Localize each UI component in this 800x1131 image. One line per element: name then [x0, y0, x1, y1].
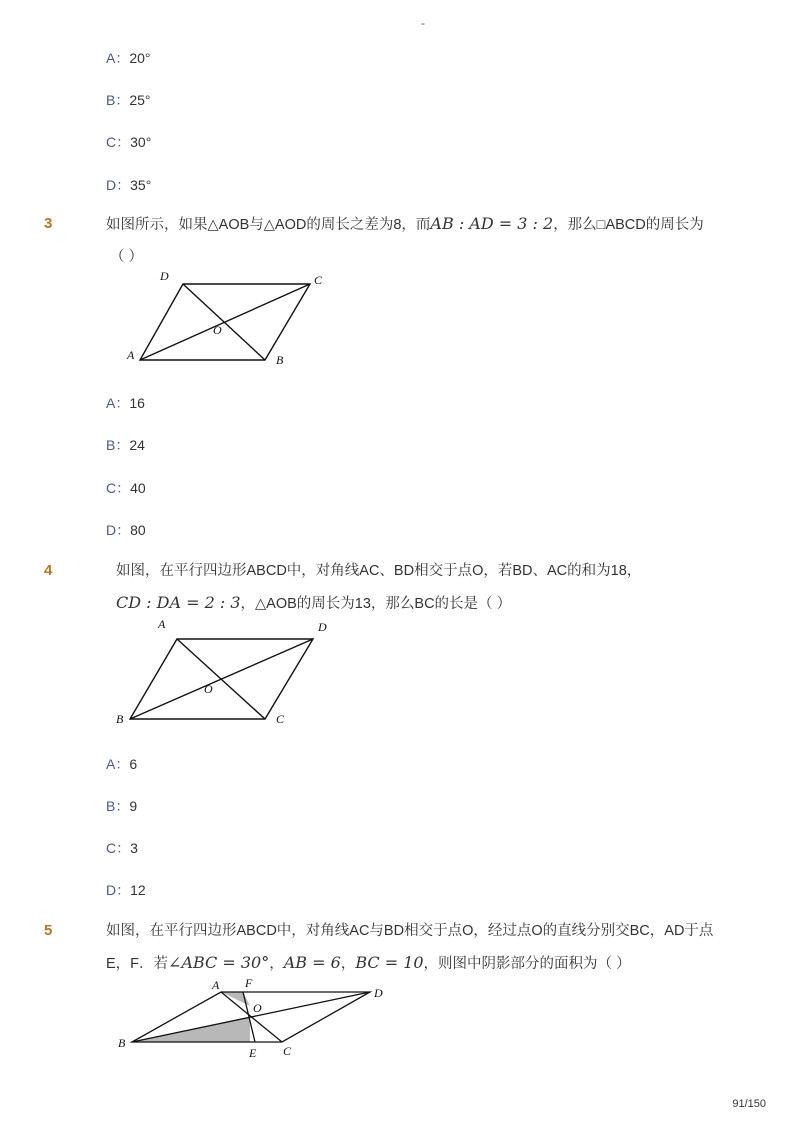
label-a: A	[158, 617, 166, 631]
label-o: O	[253, 1001, 262, 1015]
separator: ，	[269, 956, 284, 972]
option-letter: B：	[106, 92, 130, 108]
option-d[interactable]	[106, 520, 146, 540]
label-d: D	[318, 620, 327, 634]
option-text: 3	[130, 840, 138, 856]
label-b: B	[118, 1036, 126, 1050]
question-text-part: E，F．若	[106, 956, 169, 972]
option-a[interactable]	[106, 754, 137, 774]
math-expression: BC = 10	[355, 953, 424, 972]
label-o: O	[213, 323, 222, 337]
label-c: C	[276, 712, 285, 726]
label-c: C	[283, 1044, 292, 1058]
page-top-mark: -	[421, 16, 425, 30]
option-letter: A：	[106, 50, 130, 66]
question-text	[106, 214, 746, 235]
option-a[interactable]	[106, 48, 151, 68]
question-text	[106, 953, 756, 974]
question-text-part: 如图所示，如果△AOB与△AOD的周长之差为8，而	[106, 217, 431, 233]
label-o: O	[204, 682, 213, 696]
label-d: D	[160, 269, 169, 283]
math-expression: CD : DA = 2 : 3	[116, 593, 241, 612]
option-text: 30°	[130, 134, 152, 150]
option-text: 35°	[130, 177, 152, 193]
option-c[interactable]	[106, 478, 146, 498]
parallelogram-figure-q4	[110, 615, 340, 731]
answer-blank: （ ）	[110, 249, 144, 265]
option-c[interactable]	[106, 132, 151, 152]
option-letter: D：	[106, 522, 131, 538]
option-d[interactable]	[106, 880, 146, 900]
option-letter: B：	[106, 437, 130, 453]
separator: ，	[340, 956, 356, 972]
option-text: 12	[130, 882, 146, 898]
label-e: E	[249, 1046, 257, 1060]
option-letter: C：	[106, 134, 131, 150]
diagonal-ac	[177, 639, 265, 719]
option-text: 20°	[129, 50, 151, 66]
math-expression: AB = 6	[283, 953, 341, 972]
option-text: 24	[129, 437, 145, 453]
option-letter: D：	[106, 177, 131, 193]
option-text: 16	[129, 395, 145, 411]
option-letter: A：	[106, 395, 130, 411]
option-c[interactable]	[106, 838, 138, 858]
option-letter: D：	[106, 882, 131, 898]
question-text-part: ，那么□ABCD的周长为	[553, 217, 704, 233]
label-a: A	[127, 348, 135, 362]
question-text-line: 如图，在平行四边形ABCD中，对角线AC与BD相交于点O，经过点O的直线分别交BC，AD于点	[106, 923, 714, 939]
label-a: A	[212, 978, 220, 992]
option-b[interactable]	[106, 796, 137, 816]
label-b: B	[116, 712, 124, 726]
option-letter: B：	[106, 798, 130, 814]
option-letter: C：	[106, 480, 131, 496]
label-f: F	[245, 976, 253, 990]
question-text-line: 如图，在平行四边形ABCD中，对角线AC、BD相交于点O，若BD、AC的和为18，	[116, 563, 642, 579]
label-c: C	[314, 273, 323, 287]
option-text: 40	[130, 480, 146, 496]
parallelogram-figure-q5	[110, 975, 400, 1065]
option-b[interactable]	[106, 90, 151, 110]
option-text: 80	[130, 522, 146, 538]
math-expression: AB : AD = 3 : 2	[430, 214, 554, 233]
question-text-part: ，△AOB的周长为13，那么BC的长是（ ）	[240, 596, 512, 612]
option-text: 25°	[129, 92, 151, 108]
question-text-part: ，则图中阴影部分的面积为（ ）	[423, 956, 631, 972]
page-number: 91/150	[732, 1098, 766, 1110]
option-text: 9	[129, 798, 138, 814]
option-letter: C：	[106, 840, 131, 856]
question-number: 4	[44, 562, 53, 579]
parallelogram-figure-q3	[120, 268, 340, 372]
label-b: B	[276, 353, 284, 367]
option-b[interactable]	[106, 435, 145, 455]
diagonal-bd	[183, 284, 265, 360]
option-d[interactable]	[106, 175, 151, 195]
question-number: 3	[44, 215, 53, 232]
option-text: 6	[129, 756, 138, 772]
question-text	[116, 593, 746, 614]
option-a[interactable]	[106, 393, 145, 413]
math-expression: ∠ABC = 30°	[168, 953, 270, 972]
label-d: D	[374, 986, 383, 1000]
question-number: 5	[44, 922, 53, 939]
option-letter: A：	[106, 756, 130, 772]
